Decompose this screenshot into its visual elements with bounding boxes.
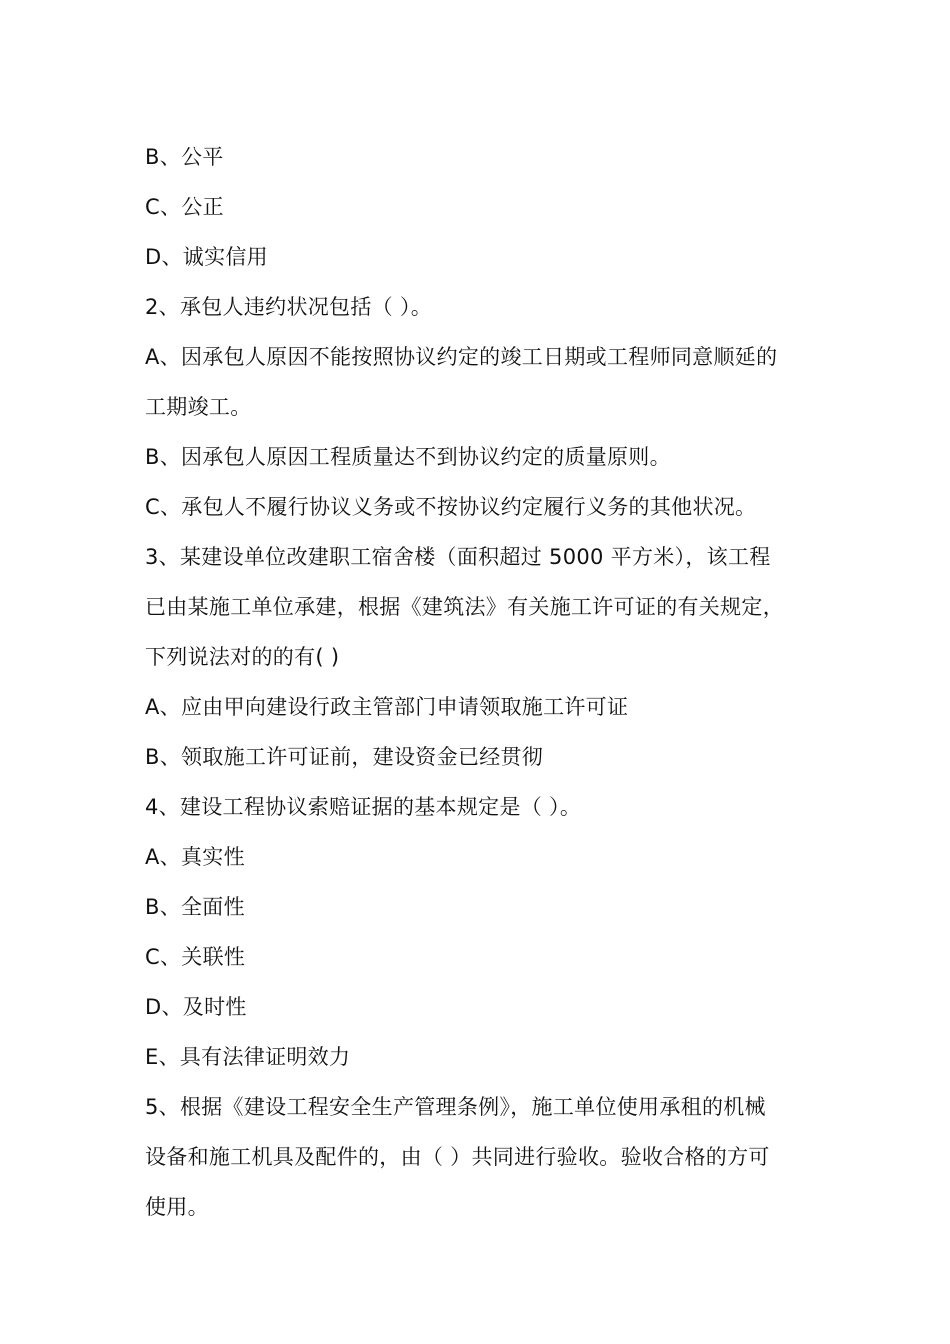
question-2-option-c-line: C、承包人不履行协议义务或不按协议约定履行义务的其他状况。 [145,495,757,519]
question-4-option-d-line: D、及时性 [145,995,247,1019]
question-2-option-b-line: B、因承包人原因工程质量达不到协议约定的质量原则。 [145,445,671,469]
option-c-line: C、公正 [145,195,224,219]
question-5-line-1: 5、根据《建设工程安全生产管理条例》，施工单位使用承租的机械 [145,1095,766,1119]
option-d-line: D、诚实信用 [145,245,268,269]
question-2-option-a-line: A、因承包人原因不能按照协议约定的竣工日期或工程师同意顺延的 [145,345,778,369]
option-b-line: B、公平 [145,145,224,169]
question-2-option-a-continuation: 工期竣工。 [145,395,252,419]
question-3-line-3: 下列说法对的的有( ) [145,645,340,669]
document-body [145,132,815,1232]
question-4-option-a-line: A、真实性 [145,845,245,869]
question-4-option-e-line: E、具有法律证明效力 [145,1045,351,1069]
question-2-line: 2、承包人违约状况包括（ ）。 [145,295,433,319]
question-3-option-b-line: B、领取施工许可证前，建设资金已经贯彻 [145,745,544,769]
question-5-line-2: 设备和施工机具及配件的，由（ ）共同进行验收。验收合格的方可 [145,1145,770,1169]
question-4-option-c-line: C、关联性 [145,945,246,969]
question-3-option-a-line: A、应由甲向建设行政主管部门申请领取施工许可证 [145,695,629,719]
question-5-line-3: 使用。 [145,1195,209,1219]
question-3-line-1: 3、某建设单位改建职工宿舍楼（面积超过 5000 平方米），该工程 [145,545,771,569]
question-4-option-b-line: B、全面性 [145,895,245,919]
question-3-line-2: 已由某施工单位承建，根据《建筑法》有关施工许可证的有关规定， [145,595,784,619]
question-4-line: 4、建设工程协议索赔证据的基本规定是（ ）。 [145,795,582,819]
